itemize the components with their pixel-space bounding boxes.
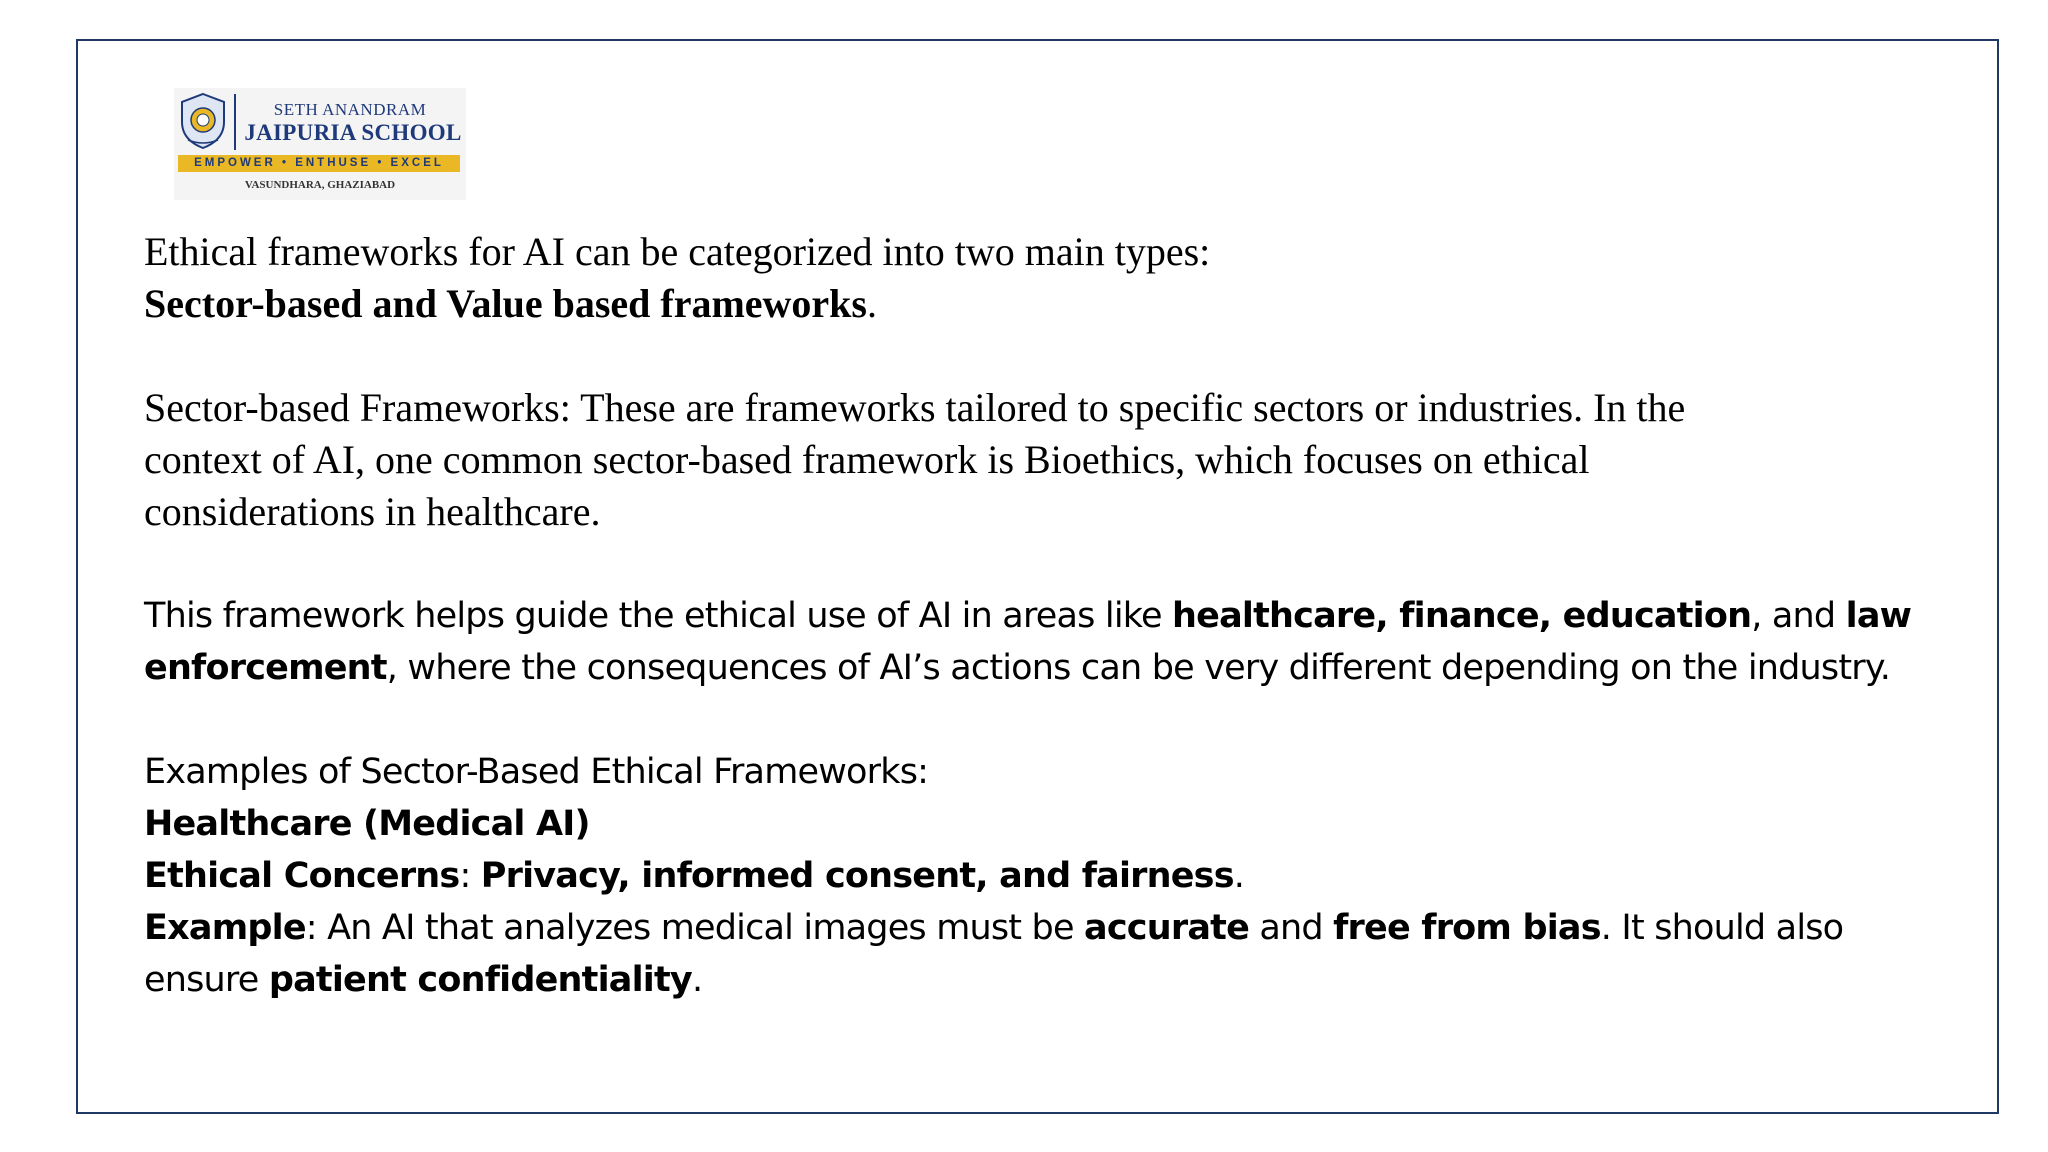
guide-line-1: This framework helps guide the ethical use of AI in areas like healthcare, finance, education, and law <box>144 596 1912 636</box>
logo-location: VASUNDHARA, GHAZIABAD <box>244 179 396 191</box>
example-line-2: ensure patient confidentiality. <box>144 960 703 1000</box>
sector-line-2: context of AI, one common sector-based framework is Bioethics, which focuses on ethical <box>144 437 1590 482</box>
ethical-concerns-line: Ethical Concerns: Privacy, informed consent, and fairness. <box>144 856 1245 896</box>
example-line-1: Example: An AI that analyzes medical images must be accurate and free from bias. It should also <box>144 908 1844 948</box>
sector-line-3: considerations in healthcare. <box>144 489 601 534</box>
slide-content <box>144 226 1964 1006</box>
logo-line2: JAIPURIA SCHOOL <box>244 120 462 145</box>
intro-line-2: Sector-based and Value based frameworks. <box>144 281 877 326</box>
logo-line1: SETH ANANDRAM <box>273 100 427 119</box>
intro-line-1: Ethical frameworks for AI can be categorized into two main types: <box>144 229 1211 274</box>
school-logo <box>174 88 466 200</box>
sector-line-1: Sector-based Frameworks: These are frameworks tailored to specific sectors or industries. In the <box>144 385 1686 430</box>
logo-tagline: EMPOWER • ENTHUSE • EXCEL <box>178 155 460 172</box>
school-crest-icon <box>178 92 228 150</box>
healthcare-heading: Healthcare (Medical AI) <box>144 804 590 844</box>
logo-divider <box>234 94 236 150</box>
intro-bold: Sector-based and Value based frameworks <box>144 281 867 326</box>
guide-line-2: enforcement, where the consequences of AI’s actions can be very different depending on the industry. <box>144 648 1891 688</box>
examples-heading: Examples of Sector-Based Ethical Frameworks: <box>144 752 929 792</box>
